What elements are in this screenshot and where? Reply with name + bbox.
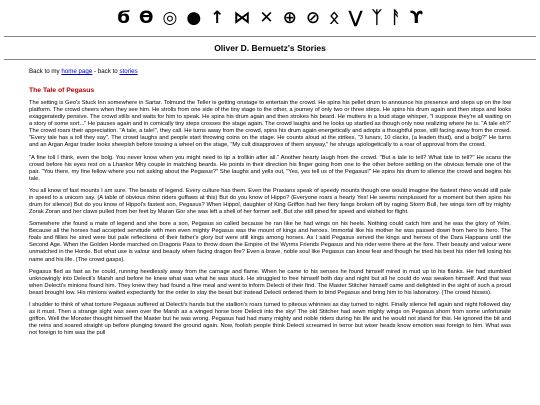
story-paragraph: You all know of fast mounts I am sure. The beasts of legend. Every culture has them. Even the Praxians speak of speedy mounts though one would imagine the fastest rhino would still pale in speed to a unicorn say. (A table of obvious rhino riders guffaws at this) But do you know of Hippo? (Everyone roars a hearty Yes! He seems nonplussed for a moment but then spins his drum for silence) But do you know of Hippol's fastest son, Pegasus? When Hippol, daughter of King Griffon had her fiery fangs broken off by raging Storm Bull, her wings torn off by mighty Zorak Zoran and her claws pulled from her feet by Maran Gor she was left a shell of her former self. But she still pined for speed and wished for flight.: [29, 187, 511, 216]
rune-icon: ⋁: [348, 7, 363, 28]
back-navigation: [29, 68, 540, 75]
rune-icon: ⋈: [233, 7, 251, 28]
rune-banner: [0, 0, 540, 36]
story-paragraph: The setting is Geo's Stuck Inn somewhere in Sartar. Tolmund the Teller is getting onstage to entertain the crowd. He spins his pellet drum to announce his presence and steps up on the low platform. The crowd cheers when they see him. He strolls from one side of the tiny stage to the other, a journey of only two or three steps. He spins his drum again and then stops and looks exaggeratedly pensive. The crowd stills and waits for him to speak. He spins his drum again and then strokes his beard. He mutters in a loud stage whisper, "I suppose they're all waiting on a story of some sort..." He pauses again and in comically tiny steps crosses the stage again. The crowd laughs and he looks up startled as though only now realizing where he is. "A tale eh?" The crowd roars their appreciation. "A tale, a tale!", they call. He turns away from the crowd, spins his drum again energetically and adopts a thoughtful pose, still facing away from the crowd. "Every tale has a toll they say". The crowd laughs and people start throwing coins on the stage. He counts aloud at the strikes, "3 lunars, 10 clacks, (a leaden thud), and a bolg?" He turns and an Argan Argar trader looks sheepish before tossing a wheel on the stage, "My cult disapproves of them anyway," he shrugs apologetically to a roar of approval from the crowd.: [29, 100, 511, 149]
rune-icon: ◎: [162, 7, 178, 28]
rune-icon: ⊕: [282, 7, 297, 28]
nav-separator: - back to: [92, 68, 120, 75]
rune-icon: ϒ: [410, 7, 423, 28]
divider: [4, 59, 536, 60]
rune-icon: Ɵ: [139, 7, 154, 28]
story-title: The Tale of Pegasus: [29, 87, 95, 94]
nav-prefix: Back to my: [29, 68, 62, 75]
story-content: [29, 87, 511, 337]
story-paragraph: I shudder to think of what torture Pegasus suffered at Delecti's hands but the stallion's roars turned to piteous whinnies as day turned to night. Finally silence fell again and night followed day as it must. Then a strange sight was seen over the Marsh as a winged horse bore Delecti into the sky! The old Stitcher had sewn mighty wings on Pegasus shorn from some unfortunate griffon. Well the Monster thought himself the Master but he was wrong. Pegasus had had many mighty and noble riders during his life and he would not stand for this. He ignored the bit and the reins and soared straight up before plunging toward the ground again. Now, foolish people think Delecti screamed in terror but wiser heads know emotion was foreign to him. What was not foreign to him was the pull: [29, 302, 511, 337]
rune-icon: ᛉ: [371, 7, 382, 28]
story-paragraph: Pegasus fled as fast as he could, running heedlessly away from the carnage and flame. When he came to his senses he found himself mired in mud up to his flanks. He had stumbled unknowingly into Delecti's Marsh and before he knew what was what he was stuck. He struggled to free himself both day and night but all he could do was weaken himself. And that was when Delecti's minions found him. They knew they had found a fine meal and went to inform Delecti of their find. The Master Stitcher himself came and delighted in the sight of such a proud beast brought low. His minions waited expectantly for the order to slay the beast but instead Delecti ordered them to bind Pegasus and bring him to his laboratory. (The crowd hisses).: [29, 268, 511, 296]
site-header: [0, 37, 540, 59]
story-paragraph: Somewhere she found a mate of legend and she bore a son, Pegasus so called because he ran like he had wings on his heels. Nothing could catch him and he was the glory of Yelm. Because all the horses had accepted servitude with men even mighty Pegasus was the mount of kings and heroes. Immortal like his mother he was passed down from hero to hero. The foals and fillies he sired were but pale reflections of their father's glory but were still kings among horses. As I said Pegasus served the kings and heroes of the Dara Happans until the Second Age. When the Golden Horde marched on Dragons Pass to throw down the Empire of the Wyrms Friends Pegasus and his rider were there at the fore. Their beauty and valour were unmatched in the Horde. But what use is valour and beauty when facing dragon fire? Even a brave, noble soul like Pegasus can know fear and though he tried his best his rider fell losing his name and his life. (The crowd gasps).: [29, 221, 511, 263]
stories-link[interactable]: stories: [119, 68, 138, 75]
story-paragraph: "A fine toll I think, even the bolg. You never know when you might need to tip a trollkin after all." Another hearty laugh from the crowd. "But a tale to tell? What tale to tell?" He scans the crowd before his eyes rest on a Lhankor Mhy couple in matching beards. He points in their direction his finger going from one to the other before settling on the obvious female one of the pair. "You there, my fine fellow where you not asking about the Pegasus?" She laughs and yells out, "Yes, yes tell us of the Pegasus!" He spins his drum to silence the crowd and begins his tale.: [29, 154, 511, 182]
site-title: Oliver D. Bernuetz's Stories: [214, 43, 326, 53]
home-page-link[interactable]: home page: [61, 68, 93, 75]
rune-icon: ●: [186, 7, 202, 28]
rune-icon: ↑: [210, 7, 225, 28]
rune-icon: ⊘: [305, 7, 321, 28]
rune-icon: ᚨ: [390, 7, 402, 28]
rune-icon: ✕: [259, 7, 274, 28]
rune-icon: ᛟ: [329, 7, 340, 28]
rune-icon: Ϭ: [117, 7, 131, 28]
